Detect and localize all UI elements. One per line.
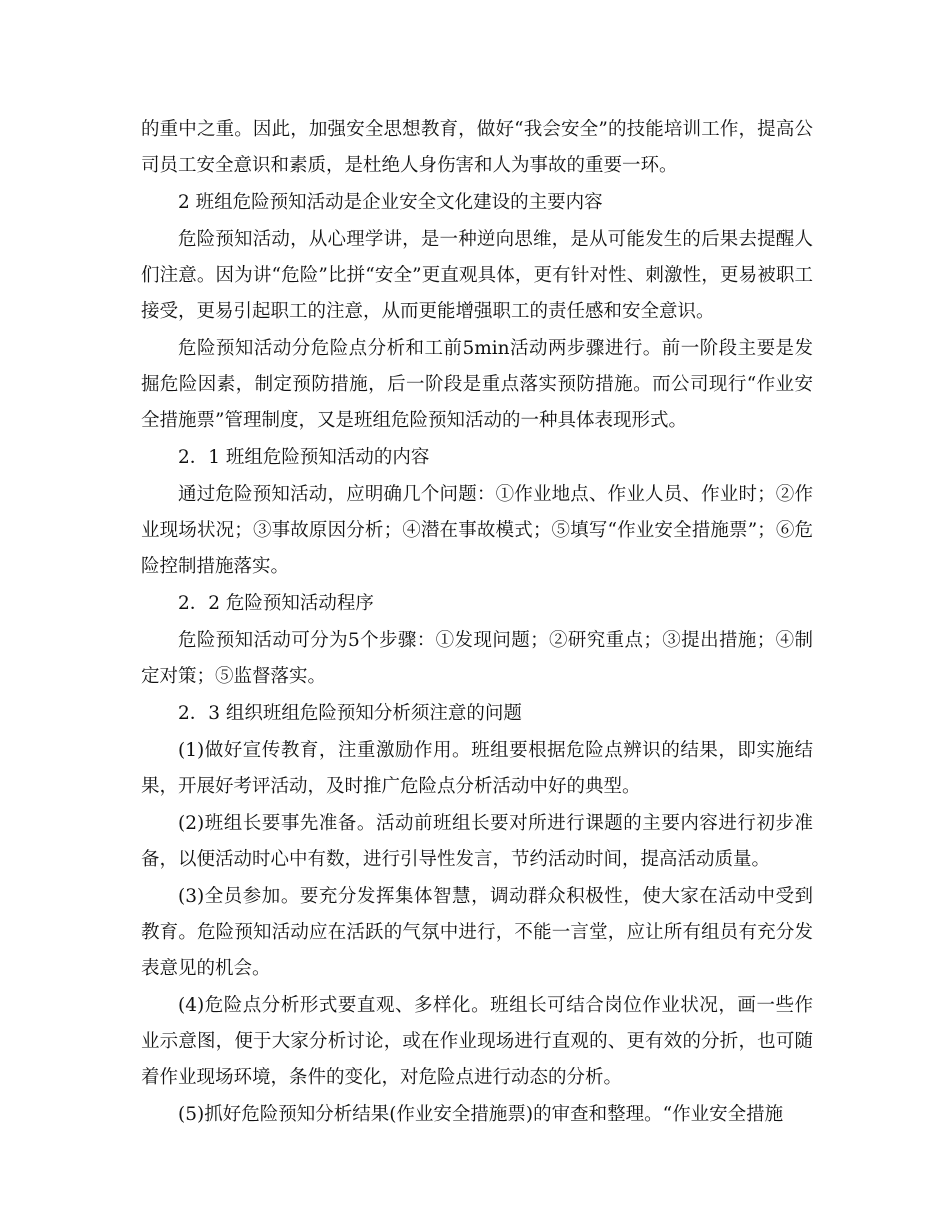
list-item: (5)抓好危险预知分析结果(作业安全措施票)的审查和整理。“作业安全措施 [178,1104,784,1125]
section-heading-2: 2 班组危险预知活动是企业安全文化建设的主要内容 [178,192,603,213]
paragraph: 危险预知活动分危险点分析和工前5min活动两步骤进行。前一阶段主要是发掘危险因素，制定预防措施，后一阶段是重点落实预防措施。而公司现行“作业安全措施票”管理制度，又是班组危险预知活动的一种具体表现形式。 [141,338,813,431]
paragraph: 通过危险预知活动，应明确几个问题：①作业地点、作业人员、作业时；②作业现场状况；③事故原因分析；④潜在事故模式；⑤填写“作业安全措施票”；⑥危险控制措施落实。 [141,484,813,577]
list-item: (2)班组长要事先准备。活动前班组长要对所进行课题的主要内容进行初步准备，以便活动时心中有数，进行引导性发言，节约活动时间，提高活动质量。 [141,813,813,870]
section-heading-2-1: 2．1 班组危险预知活动的内容 [178,447,430,468]
paragraph: 危险预知活动可分为5个步骤：①发现问题；②研究重点；③提出措施；④制定对策；⑤监督落实。 [141,630,813,687]
list-item: (4)危险点分析形式要直观、多样化。班组长可结合岗位作业状况，画一些作业示意图，便于大家分析讨论，或在作业现场进行直观的、更有效的分折，也可随着作业现场环境，条件的变化，对危险点进行动态的分析。 [141,995,813,1088]
paragraph-continuation: 的重中之重。因此，加强安全思想教育，做好“我会安全”的技能培训工作，提高公司员工安全意识和素质，是杜绝人身伤害和人为事故的重要一环。 [141,119,813,176]
list-item: (1)做好宣传教育，注重激励作用。班组要根据危险点辨识的结果，即实施结果，开展好考评活动，及时推广危险点分析活动中好的典型。 [141,740,813,797]
section-heading-2-3: 2．3 组织班组危险预知分析须注意的问题 [178,703,522,724]
paragraph: 危险预知活动，从心理学讲，是一种逆向思维，是从可能发生的后果去提醒人们注意。因为讲“危险”比拼“安全”更直观具体，更有针对性、刺激性，更易被职工接受，更易引起职工的注意，从而更能增强职工的责任感和安全意识。 [141,229,813,322]
document-body [141,112,813,1134]
list-item: (3)全员参加。要充分发挥集体智慧，调动群众积极性，使大家在活动中受到教育。危险预知活动应在活跃的气氛中进行，不能一言堂，应让所有组员有充分发表意见的机会。 [141,886,813,979]
section-heading-2-2: 2．2 危险预知活动程序 [178,593,374,614]
